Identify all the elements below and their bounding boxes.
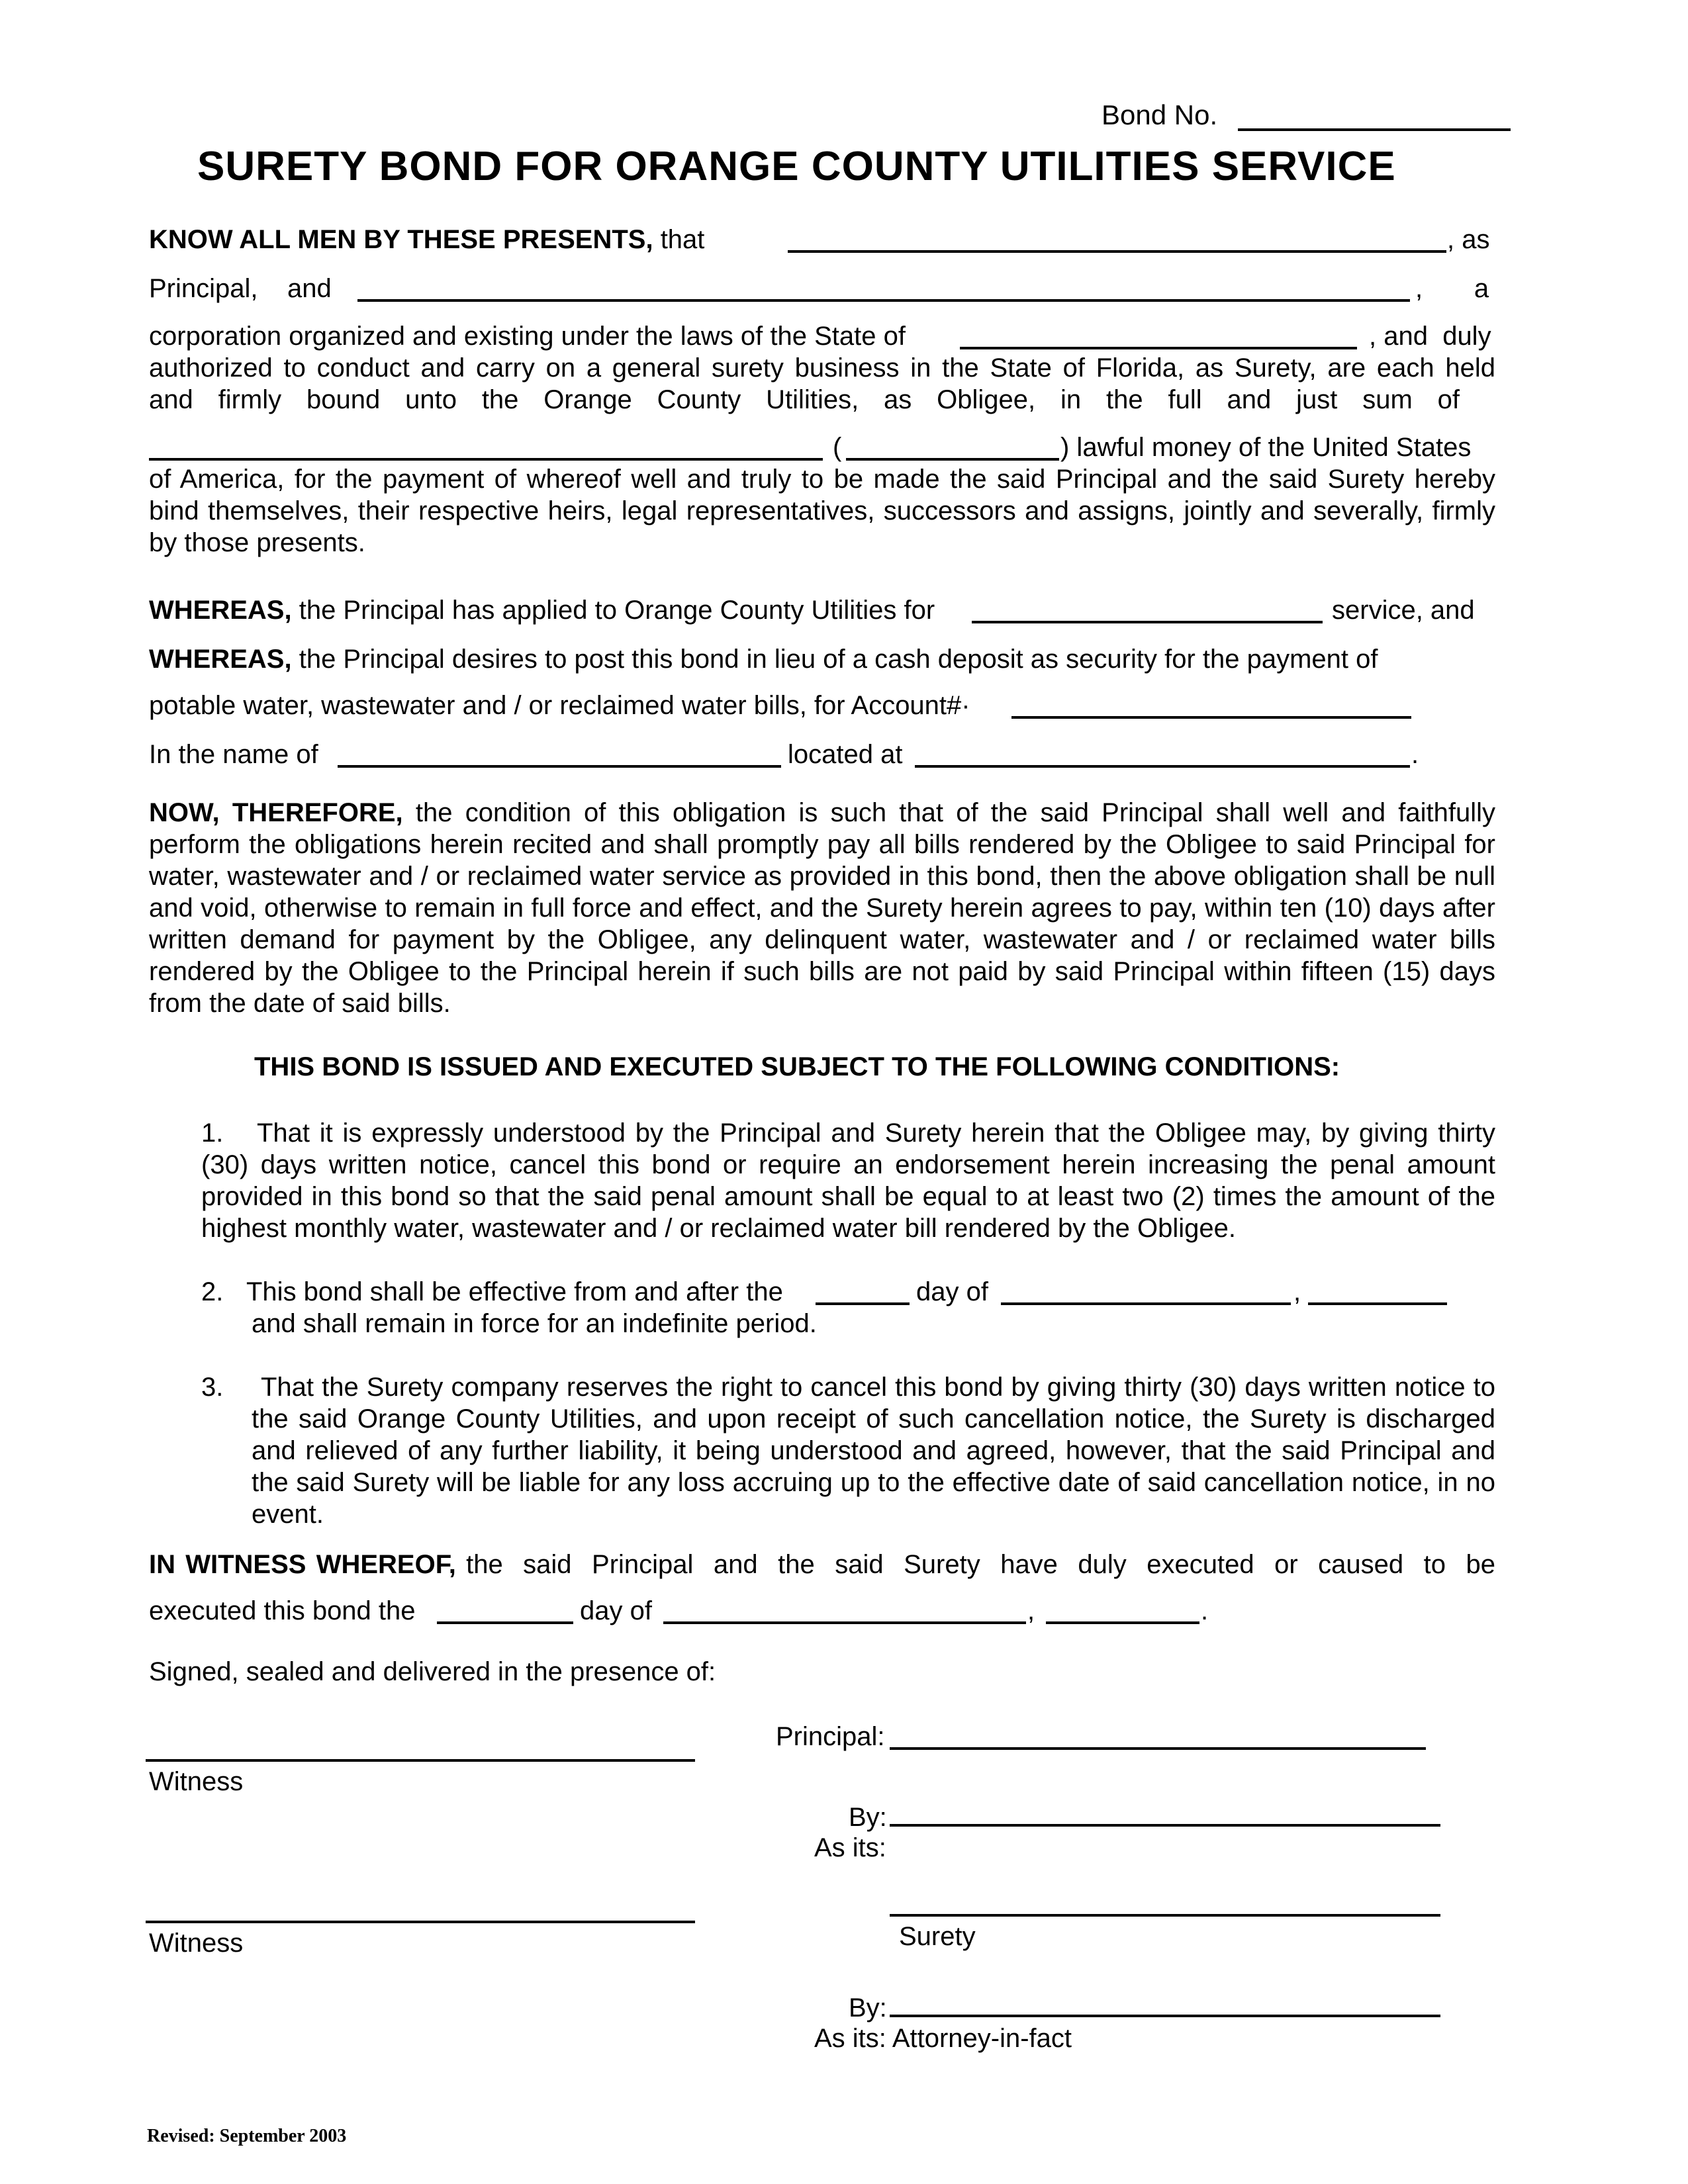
principal-by-line[interactable] xyxy=(890,1824,1440,1827)
witness-2-label: Witness xyxy=(149,1929,244,1958)
lawful-money: ) lawful money of the United States xyxy=(1060,433,1472,462)
surety-as-its: As its: Attorney-in-fact xyxy=(814,2024,1072,2053)
signed-sealed: Signed, sealed and delivered in the presence of: xyxy=(149,1657,716,1686)
surety-by-label: By: xyxy=(849,1993,887,2023)
in-witness-line xyxy=(149,1549,1495,1580)
bond-no-field[interactable] xyxy=(1238,128,1511,131)
paren-open: ( xyxy=(833,433,842,462)
executed-year-field[interactable] xyxy=(1046,1621,1199,1624)
intro-line-2: authorized to conduct and carry on a general surety business in the State of Florida, as Surety, are each held xyxy=(149,353,1495,383)
condition-2-text-a: This bond shall be effective from and after the xyxy=(246,1277,783,1306)
intro-as: , as xyxy=(1447,225,1490,254)
corp-line: corporation organized and existing under the laws of the State of xyxy=(149,322,906,351)
witness-2-signature-line[interactable] xyxy=(146,1921,695,1923)
condition-1-text: That it is expressly understood by the Principal and Surety herein that the Obligee may, by giving thirty (30) days written notice, cancel this bond or require an endorsement herein increasing the penal amount provided in this bond so that the said penal amount shall be equal to at least two (2) times the amount of the highest monthly water, wastewater and / or reclaimed water bill rendered by the Obligee. xyxy=(201,1118,1495,1243)
condition-2-comma: , xyxy=(1293,1277,1301,1306)
whereas-label-2: WHEREAS, xyxy=(149,645,292,674)
intro-line-3: and firmly bound unto the Orange County Utilities, as Obligee, in the full and just sum of xyxy=(149,385,1460,414)
executed-month-field[interactable] xyxy=(663,1621,1026,1624)
in-witness-label: IN WITNESS WHEREOF, xyxy=(149,1550,456,1579)
principal-name-field[interactable] xyxy=(788,250,1446,253)
now-therefore-label: NOW, THEREFORE, xyxy=(149,798,403,827)
bond-no-label: Bond No. xyxy=(1102,99,1218,130)
effective-year-field[interactable] xyxy=(1308,1302,1447,1305)
location-field[interactable] xyxy=(915,765,1410,768)
effective-day-field[interactable] xyxy=(816,1302,910,1305)
in-name-of: In the name of xyxy=(149,740,318,769)
executed-day-of: day of xyxy=(580,1596,652,1625)
whereas-desires: the Principal desires to post this bond in lieu of a cash deposit as security for the payment of xyxy=(299,645,1378,674)
sum-amount-field[interactable] xyxy=(846,458,1059,461)
account-name-field[interactable] xyxy=(338,765,781,768)
located-at: located at xyxy=(788,740,903,769)
in-witness-text: the said Principal and the said Surety have duly executed or caused to be xyxy=(466,1550,1495,1579)
sum-words-field[interactable] xyxy=(149,458,823,461)
location-period: . xyxy=(1411,740,1419,769)
condition-2-day-of: day of xyxy=(916,1277,988,1306)
and-duly: , and duly xyxy=(1369,322,1491,351)
surety-label: Surety xyxy=(899,1922,976,1951)
executed-day-field[interactable] xyxy=(437,1621,573,1624)
witness-1-signature-line[interactable] xyxy=(146,1759,695,1762)
surety-name-field[interactable] xyxy=(357,299,1410,302)
intro-rest: of America, for the payment of whereof well and truly to be made the said Principal and the said Surety hereby bind themselves, their respective heirs, legal representatives, successors and assigns, jointly and severally, firmly by those presents. xyxy=(149,465,1495,557)
intro-that: that xyxy=(660,225,705,254)
witness-1-label: Witness xyxy=(149,1767,244,1796)
conditions-heading: THIS BOND IS ISSUED AND EXECUTED SUBJECT TO THE FOLLOWING CONDITIONS: xyxy=(254,1052,1340,1081)
condition-2-num: 2. xyxy=(201,1277,224,1306)
whereas-2 xyxy=(149,643,1378,675)
intro-comma-a: , a xyxy=(1415,274,1489,303)
potable-line: potable water, wastewater and / or reclaimed water bills, for Account#· xyxy=(149,691,970,720)
principal-label: Principal: xyxy=(776,1722,885,1751)
intro-lead: KNOW ALL MEN BY THESE PRESENTS, xyxy=(149,225,653,254)
whereas-label: WHEREAS, xyxy=(149,596,292,625)
executed-this-bond: executed this bond the xyxy=(149,1596,416,1625)
principal-and: Principal, and xyxy=(149,274,332,303)
service-type-field[interactable] xyxy=(972,621,1323,623)
intro-line-1 xyxy=(149,224,704,255)
executed-period: . xyxy=(1201,1596,1209,1625)
revised-date: Revised: September 2003 xyxy=(147,2126,347,2146)
executed-comma: , xyxy=(1027,1596,1035,1625)
whereas-applied: the Principal has applied to Orange County Utilities for xyxy=(299,596,935,625)
condition-1-num: 1. xyxy=(201,1118,224,1148)
condition-3-num: 3. xyxy=(201,1373,224,1402)
now-therefore-paragraph xyxy=(149,797,1495,1019)
now-therefore-text: the condition of this obligation is such that of the said Principal shall well and faithfully perform the obligations herein recited and shall promptly pay all bills rendered by the Obligee to said Principal for water, wastewater and / or reclaimed water service as provided in this bond, then the above obligation shall be null and void, otherwise to remain in full force and effect, and the Surety herein agrees to pay, within ten (10) days after written demand for payment by the Obligee, any delinquent water, wastewater and / or reclaimed water bills rendered by the Obligee to the Principal herein if such bills are not paid by said Principal within fifteen (15) days from the date of said bills. xyxy=(149,798,1496,1018)
condition-3-text: That the Surety company reserves the right to cancel this bond by giving thirty (30) days written notice to the said Orange County Utilities, and upon receipt of such cancellation notice, the Surety is discharged and relieved of any further liability, it being understood and agreed, however, that the said Principal and the said Surety will be liable for any loss accruing up to the effective date of said cancellation notice, in no event. xyxy=(252,1373,1495,1529)
principal-by-label: By: xyxy=(849,1803,887,1832)
surety-by-line[interactable] xyxy=(890,2015,1440,2017)
surety-signature-line[interactable] xyxy=(890,1914,1440,1917)
principal-signature-line[interactable] xyxy=(890,1747,1426,1750)
principal-as-its: As its: xyxy=(814,1833,886,1862)
state-field[interactable] xyxy=(960,347,1357,349)
document-title: SURETY BOND FOR ORANGE COUNTY UTILITIES SERVICE xyxy=(197,144,1396,189)
service-and: service, and xyxy=(1332,596,1475,625)
condition-2-text-b: and shall remain in force for an indefinite period. xyxy=(252,1309,817,1338)
whereas-1 xyxy=(149,594,935,626)
account-number-field[interactable] xyxy=(1011,716,1411,719)
effective-month-field[interactable] xyxy=(1001,1302,1291,1305)
